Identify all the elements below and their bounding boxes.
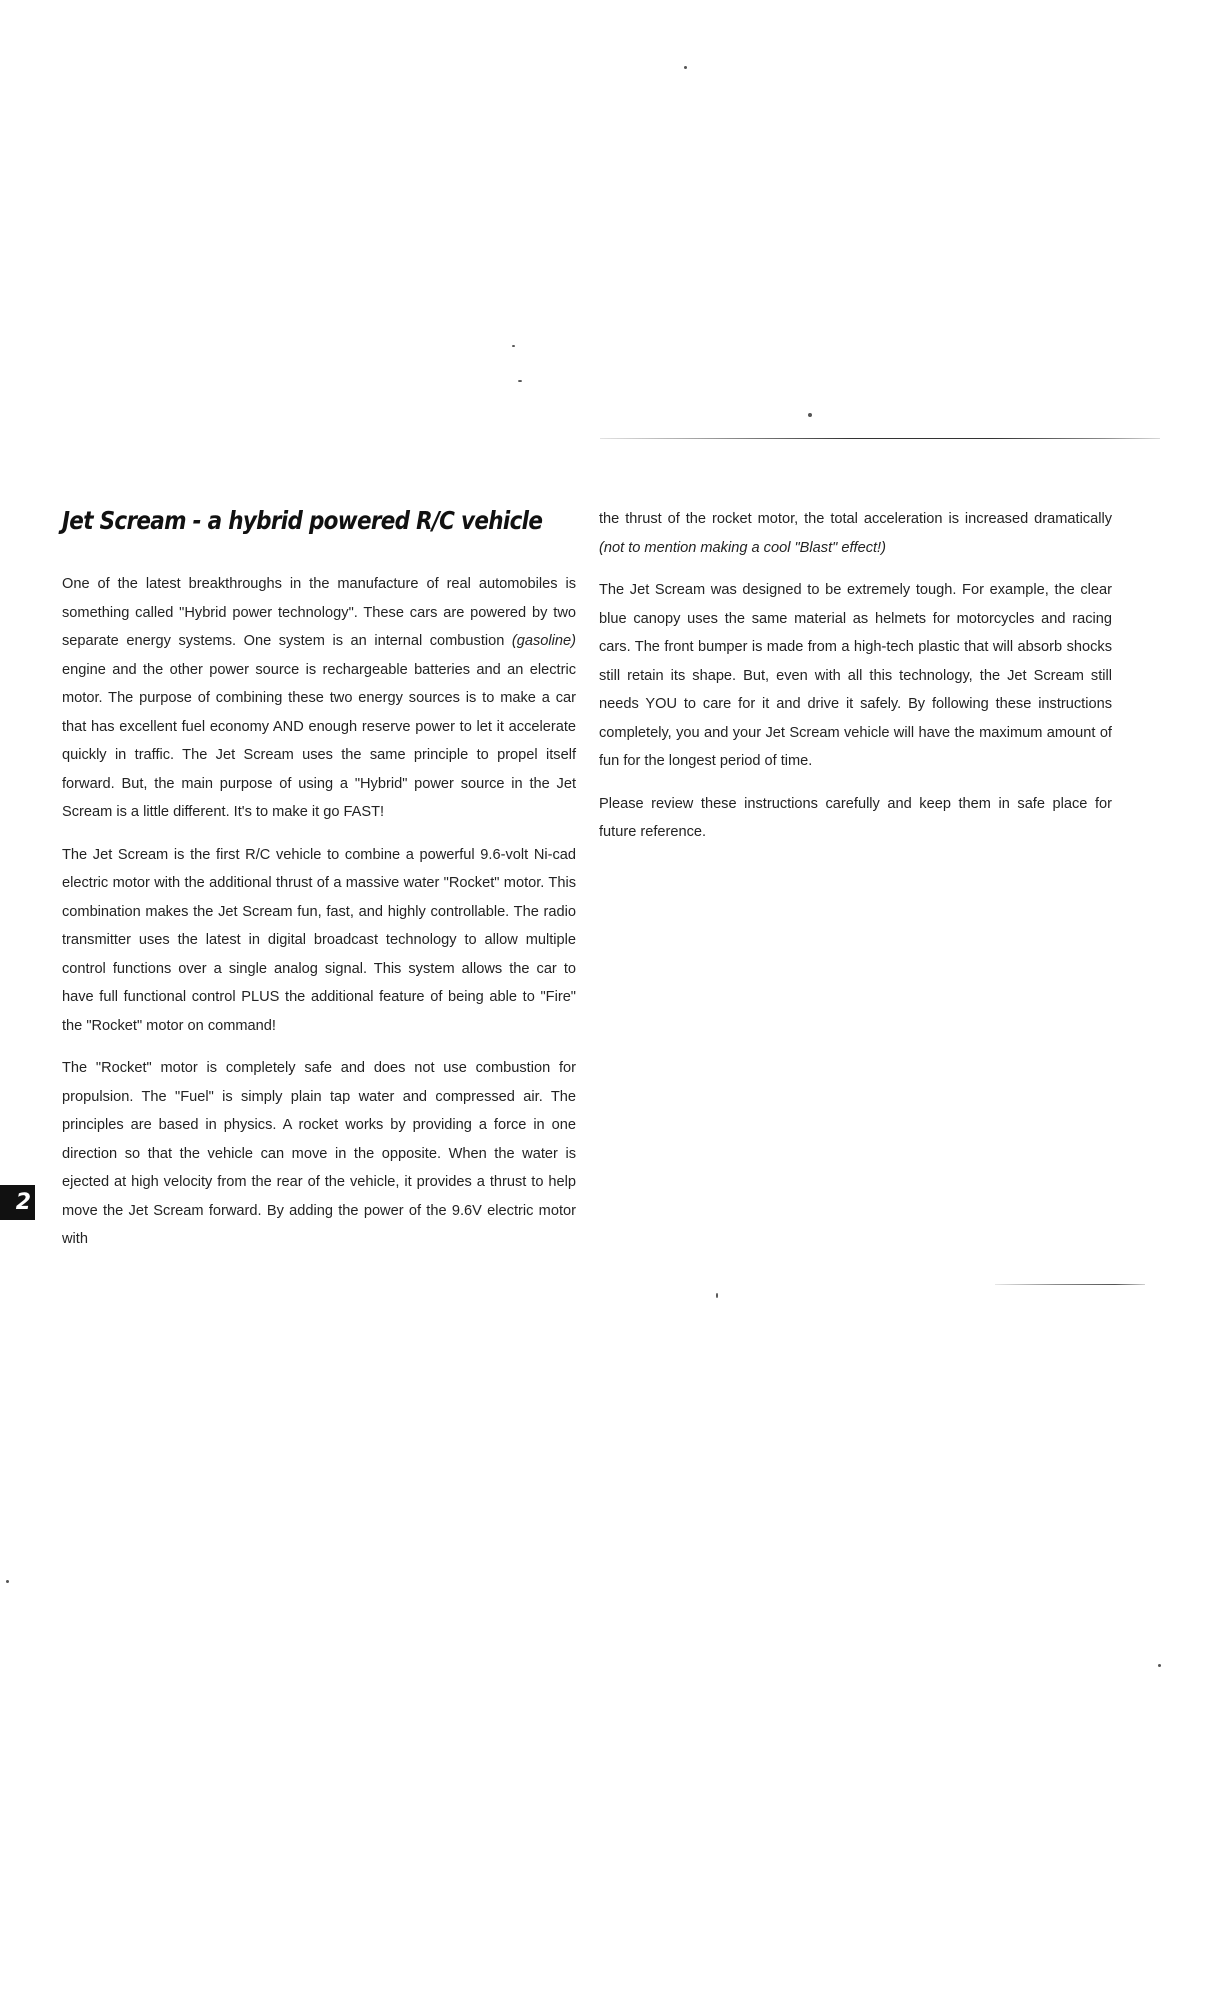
scan-speck [6,1580,9,1583]
thrust-paragraph [599,505,1112,562]
rocket-paragraph: The "Rocket" motor is completely safe and does not use combustion for propulsion. The "Fuel" is simply plain tap water and compressed air. The principles are based in physics. A rocket works by providing a force in one direction so that the vehicle can move in the opposite. When the water is ejected at high velocity from the rear of the vehicle, it provides a thrust to help move the Jet Scream forward. By adding the power of the 9.6V electric motor with [62,1060,576,1247]
intro-paragraph [62,570,576,827]
motor-paragraph: The Jet Scream is the first R/C vehicle to combine a powerful 9.6-volt Ni-cad electric motor with the additional thrust of a massive water "Rocket" motor. This combination makes the Jet Scream fun, fast, and highly controllable. The radio transmitter uses the latest in digital broadcast technology to allow multiple control functions over a single analog signal. This system allows the car to have full functional control PLUS the additional feature of being able to "Fire" the "Rocket" motor on command! [62,846,576,1034]
right-column [599,505,1112,861]
review-paragraph: Please review these instructions carefully and keep them in safe place for future reference. [599,795,1112,840]
scan-speck [716,1293,718,1298]
top-divider-rule [600,438,1160,439]
left-column [62,505,576,1268]
scan-speck [684,66,687,69]
bottom-divider-rule [995,1284,1145,1285]
toughness-paragraph: The Jet Scream was designed to be extremely tough. For example, the clear blue canopy uses the same material as helmets for motorcycles and racing cars. The front bumper is made from a high-tech plastic that will absorb shocks still retain its shape. But, even with all this technology, the Jet Scream still needs YOU to care for it and drive it safely. By following these instructions completely, you and your Jet Scream vehicle will have the maximum amount of fun for the longest period of time. [599,582,1112,769]
thrust-text: the thrust of the rocket motor, the total acceleration is increased dramatically [599,511,1112,527]
scan-speck [518,380,522,382]
scan-speck [1158,1664,1161,1667]
intro-text-end: engine and the other power source is rechargeable batteries and an electric motor. The purpose of combining these two energy sources is to make a car that has excellent fuel economy AND enough reserve power to let it accelerate quickly in traffic. The Jet Scream uses the same principle to propel itself forward. But, the main purpose of using a "Hybrid" power source in the Jet Scream is a little different. It's to make it go FAST! [62,661,576,820]
scan-speck [808,413,812,417]
blast-emphasis: (not to mention making a cool "Blast" effect!) [599,539,886,556]
intro-text-start: One of the latest breakthroughs in the manufacture of real automobiles is something called "Hybrid power technology". These cars are powered by two separate energy systems. One system is an internal combustion [62,576,576,649]
section-heading: Jet Scream - a hybrid powered R/C vehicle [62,506,543,535]
scan-speck [512,345,515,347]
page-number-tab: 2 [0,1185,35,1220]
gasoline-emphasis: (gasoline) [511,633,576,649]
